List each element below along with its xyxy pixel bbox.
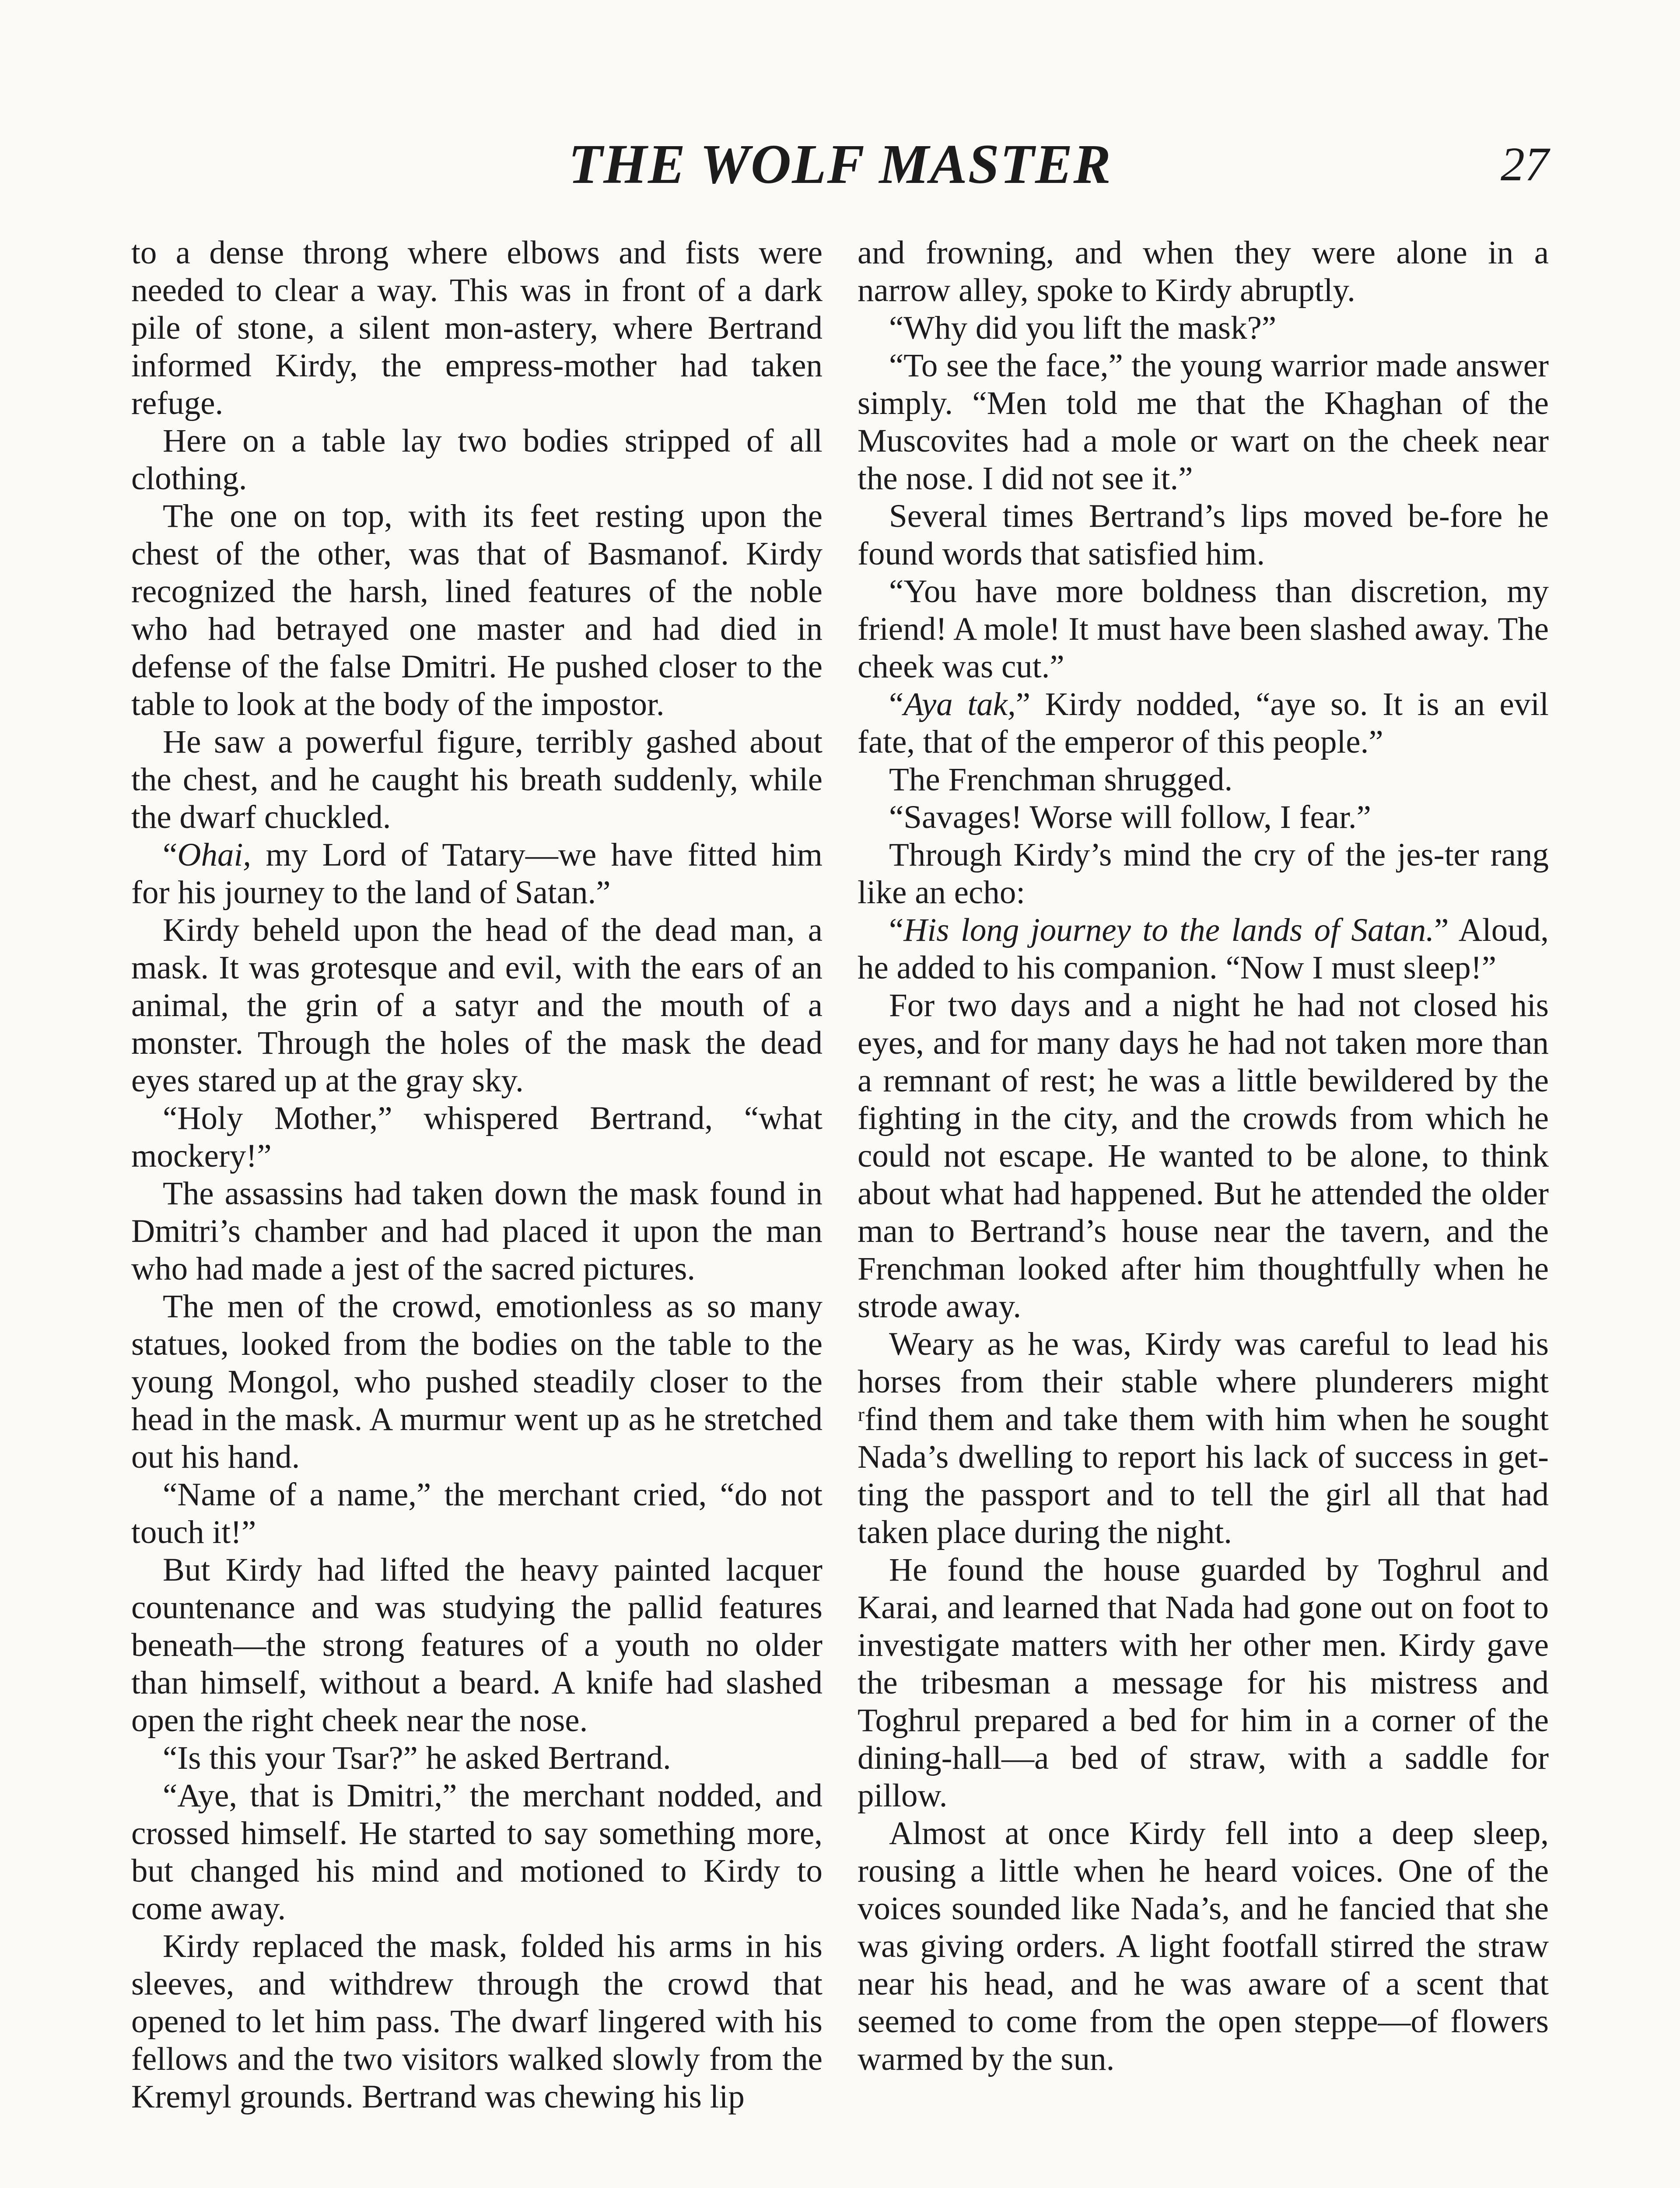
paragraph: Almost at once Kirdy fell into a deep sleep, rousing a little when he heard voices. One of the voices sounded like Nada’s, and he fancied that she was giving orders. A light footfall stirred the straw near his head, and he was aware of a scent that seemed to come from the open steppe—of flowers warmed by the sun. <box>858 1815 1549 2077</box>
paragraph: Kirdy replaced the mask, folded his arms in his sleeves, and withdrew through the crowd that opened to let him pass. The dwarf lingered with his fellows and the two visitors walked slowly from the Kremyl grounds. Bertrand was chewing his lip <box>131 1928 822 2115</box>
paragraph: “Aya tak,” Kirdy nodded, “aye so. It is an evil fate, that of the emperor of this people.” <box>858 686 1549 760</box>
paragraph: “Aye, that is Dmitri,” the merchant nodded, and crossed himself. He started to say something more, but changed his mind and motioned to Kirdy to come away. <box>131 1778 822 1927</box>
paragraph: Here on a table lay two bodies stripped of all clothing. <box>131 423 822 497</box>
text-columns <box>131 234 1549 2188</box>
paragraph: He saw a powerful figure, terribly gashed about the chest, and he caught his breath suddenly, while the dwarf chuckled. <box>131 724 822 835</box>
page-number: 27 <box>1501 137 1549 191</box>
paragraph: “Name of a name,” the merchant cried, “do not touch it!” <box>131 1476 822 1550</box>
left-column <box>131 234 822 2188</box>
paragraph: “Ohai, my Lord of Tatary—we have fitted him for his journey to the land of Satan.” <box>131 837 822 911</box>
page-header <box>131 131 1549 197</box>
right-column <box>858 234 1549 2188</box>
paragraph: Weary as he was, Kirdy was careful to lead his horses from their stable where plunderers might ʳfind them and take them with him when he sought Nada’s dwelling to report his lack of success in get-ting the passport and to tell the girl all that had taken place during the night. <box>858 1326 1549 1550</box>
paragraph: “Why did you lift the mask?” <box>889 310 1277 346</box>
paragraph: “To see the face,” the young warrior made answer simply. “Men told me that the Khaghan of the Muscovites had a mole or wart on the cheek near the nose. I did not see it.” <box>858 347 1549 497</box>
paragraph: The Frenchman shrugged. <box>889 761 1233 798</box>
paragraph: and frowning, and when they were alone in a narrow alley, spoke to Kirdy abruptly. <box>858 235 1549 309</box>
paragraph: Kirdy beheld upon the head of the dead man, a mask. It was grotesque and evil, with the ears of an animal, the grin of a satyr and the mouth of a monster. Through the holes of the mask the dead eyes stared up at the gray sky. <box>131 912 822 1099</box>
paragraph: “You have more boldness than discretion, my friend! A mole! It must have been slashed away. The cheek was cut.” <box>858 573 1549 685</box>
paragraph: “Holy Mother,” whispered Bertrand, “what mockery!” <box>131 1100 822 1174</box>
paragraph: “Is this your Tsar?” he asked Bertrand. <box>163 1740 671 1776</box>
paragraph: He found the house guarded by Toghrul and Karai, and learned that Nada had gone out on foot to investigate matters with her other men. Kirdy gave the tribesman a message for his mistress and Toghrul prepared a bed for him in a corner of the dining-hall—a bed of straw, with a saddle for pillow. <box>858 1552 1549 1814</box>
paragraph: “Savages! Worse will follow, I fear.” <box>889 799 1371 835</box>
paragraph: For two days and a night he had not closed his eyes, and for many days he had not taken more than a remnant of rest; he was a little bewildered by the fighting in the city, and the crowds from which he could not escape. He wanted to be alone, to think about what had happened. But he attended the older man to Bertrand’s house near the tavern, and the Frenchman looked after him thoughtfully when he strode away. <box>858 987 1549 1325</box>
paragraph: Several times Bertrand’s lips moved be-fore he found words that satisfied him. <box>858 498 1549 572</box>
paragraph: The one on top, with its feet resting upon the chest of the other, was that of Basmanof. Kirdy recognized the harsh, lined features of the noble who had betrayed one master and had died in defense of the false Dmitri. He pushed closer to the table to look at the body of the impostor. <box>131 498 822 722</box>
paragraph: The men of the crowd, emotionless as so many statues, looked from the bodies on the table to the young Mongol, who pushed steadily closer to the head in the mask. A murmur went up as he stretched out his hand. <box>131 1288 822 1475</box>
paragraph: The assassins had taken down the mask found in Dmitri’s chamber and had placed it upon the man who had made a jest of the sacred pictures. <box>131 1175 822 1287</box>
running-title: THE WOLF MASTER <box>568 133 1112 195</box>
paragraph: to a dense throng where elbows and fists were needed to clear a way. This was in front of a dark pile of stone, a silent mon-astery, where Bertrand informed Kirdy, the empress-mother had taken refuge. <box>131 235 822 421</box>
paragraph: “His long journey to the lands of Satan.” Aloud, he added to his companion. “Now I must sleep!” <box>858 912 1549 986</box>
paragraph: But Kirdy had lifted the heavy painted lacquer countenance and was studying the pallid features beneath—the strong features of a youth no older than himself, without a beard. A knife had slashed open the right cheek near the nose. <box>131 1552 822 1739</box>
paragraph: Through Kirdy’s mind the cry of the jes-ter rang like an echo: <box>858 837 1549 911</box>
